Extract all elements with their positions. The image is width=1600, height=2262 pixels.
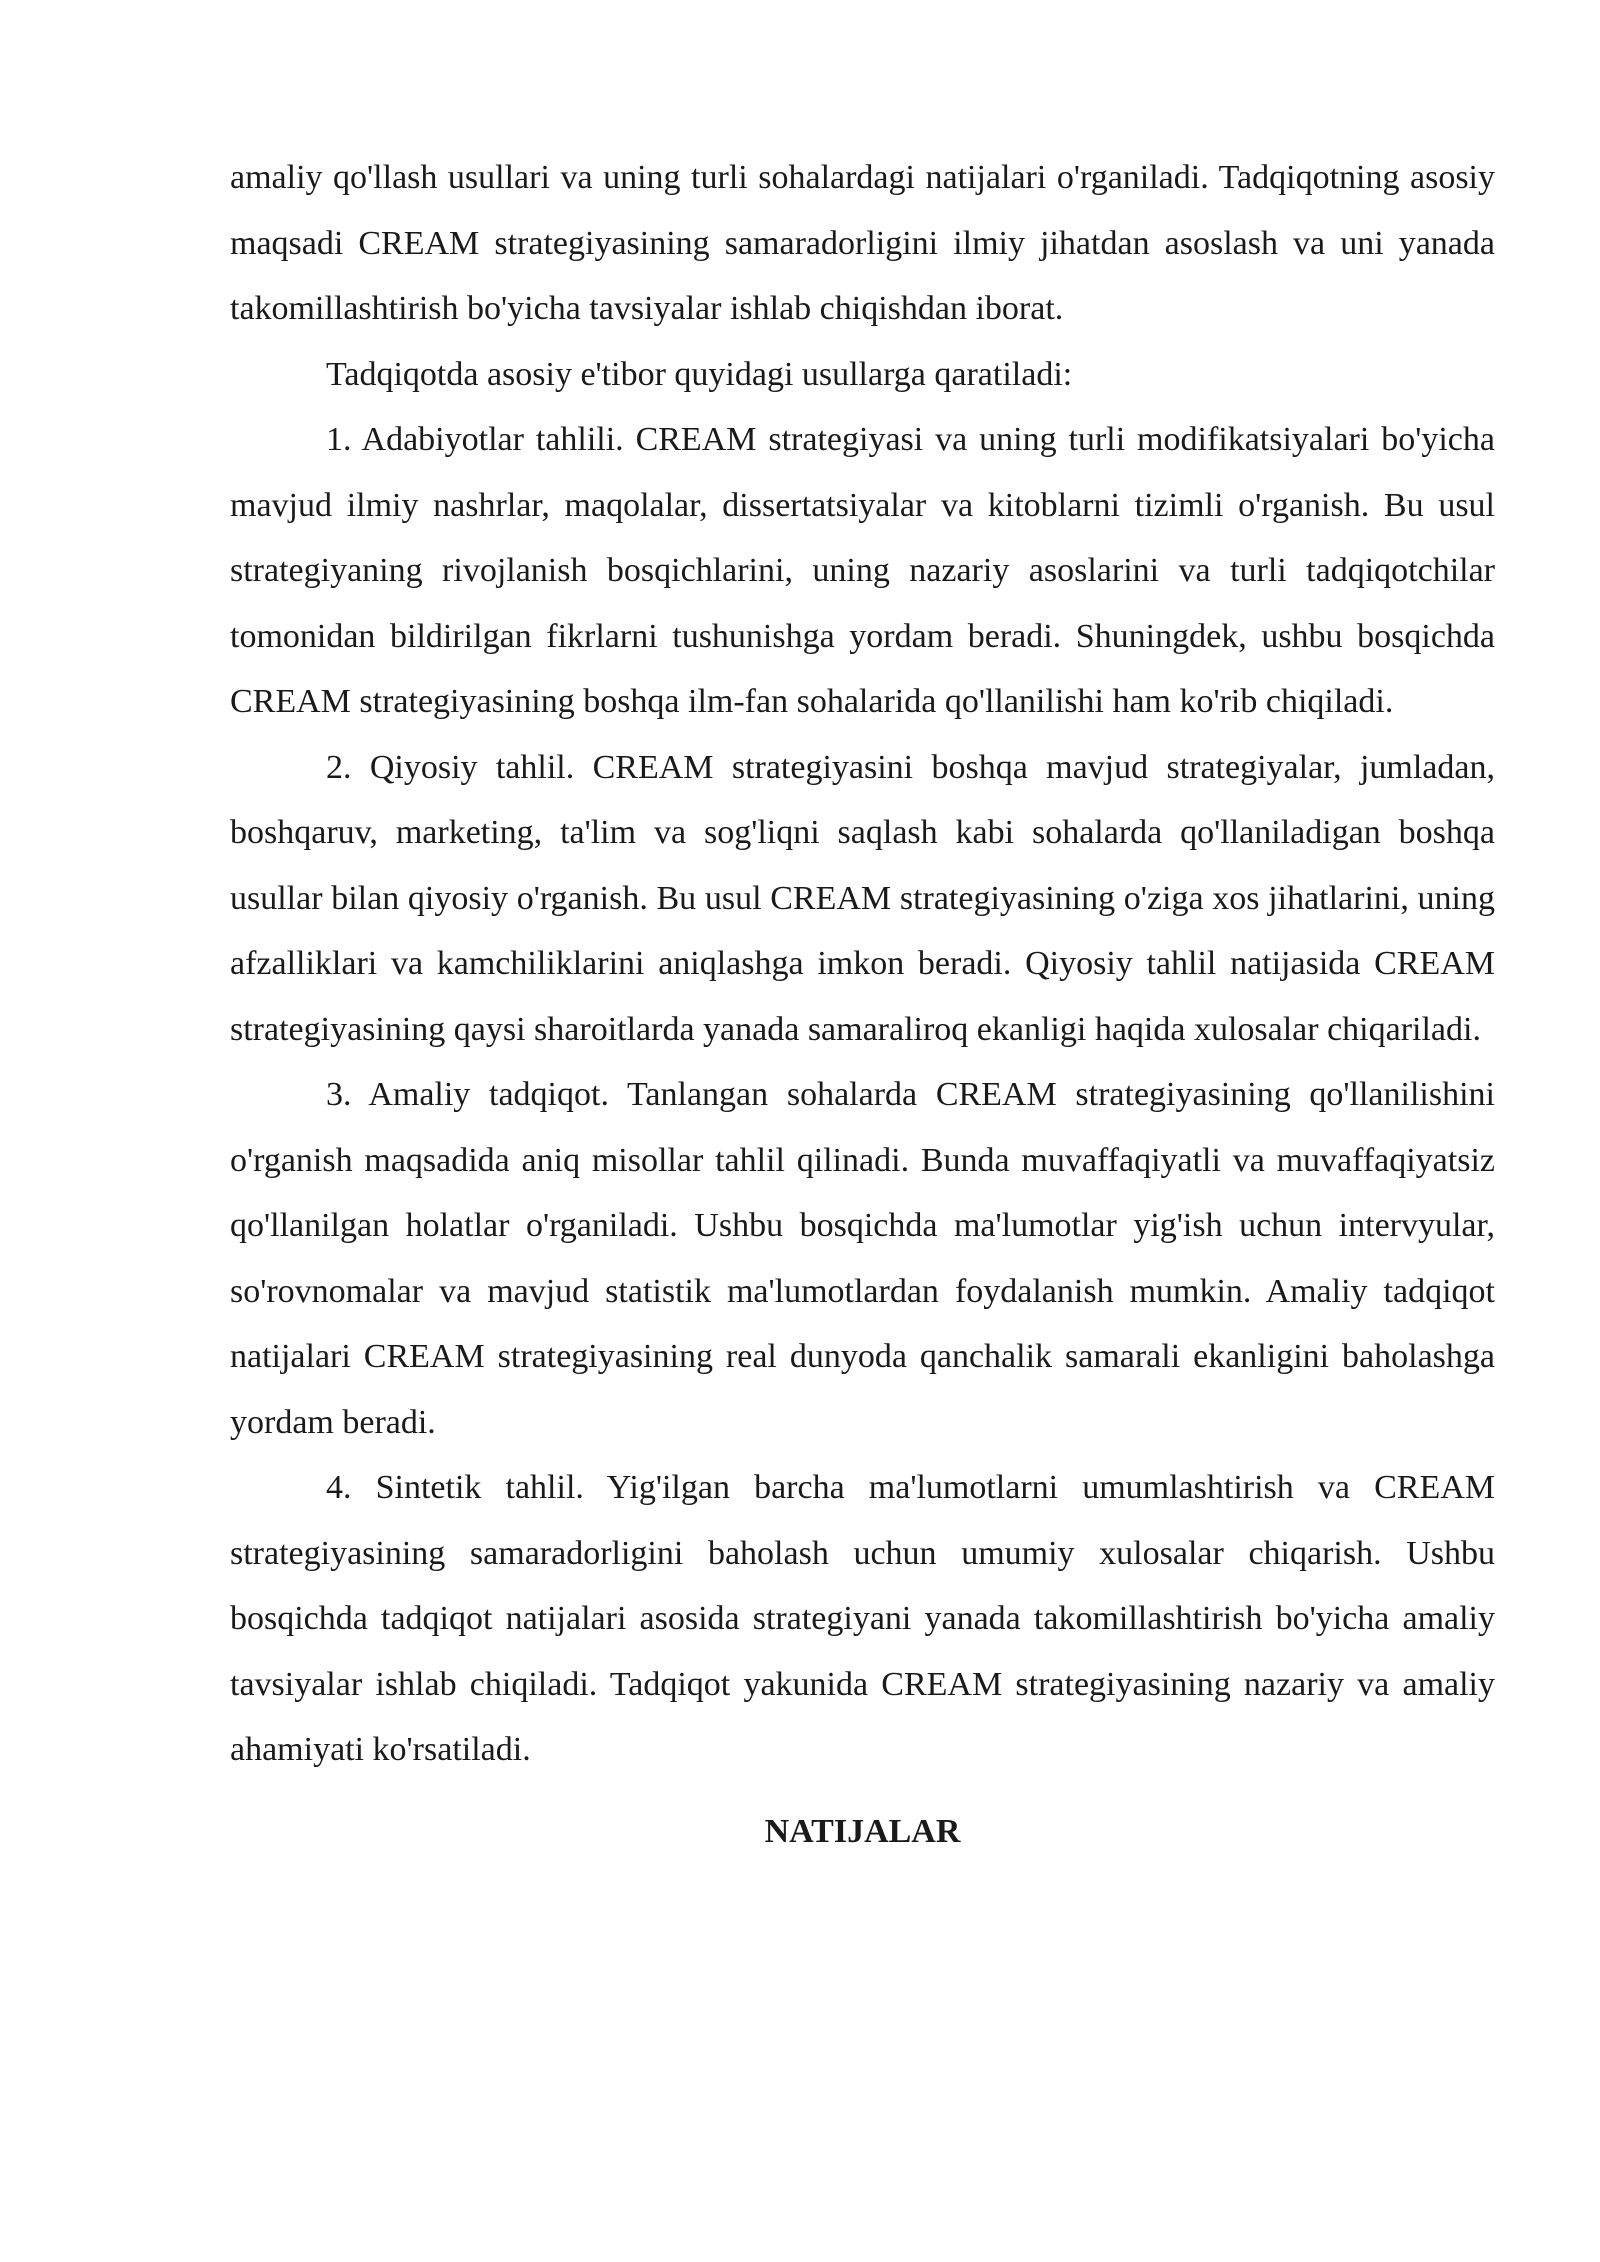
section-heading: NATIJALAR bbox=[764, 1812, 961, 1850]
paragraph-synthetic-analysis: 4. Sintetik tahlil. Yig'ilgan barcha ma'lumotlarni umumlashtirish va CREAM strategiyasining samaradorligini baholash uchun umumiy xulosalar chiqarish. Ushbu bosqichda tadqiqot natijalari asosida strategiyani yanada takomillashtirish bo'yicha amaliy tavsiyalar ishlab chiqiladi. Tadqiqot yakunida CREAM strategiyasining nazariy va amaliy ahamiyati ko'rsatiladi. bbox=[230, 1469, 1495, 1768]
paragraph-continuation: amaliy qo'llash usullari va uning turli sohalardagi natijalari o'rganiladi. Tadqiqotning asosiy maqsadi CREAM strategiyasining samaradorligini ilmiy jihatdan asoslash va uni yanada takomillashtirish bo'yicha tavsiyalar ishlab chiqishdan iborat. bbox=[230, 159, 1495, 327]
paragraph-practical-research: 3. Amaliy tadqiqot. Tanlangan sohalarda CREAM strategiyasining qo'llanilishini o'rganish maqsadida aniq misollar tahlil qilinadi. Bunda muvaffaqiyatli va muvaffaqiyatsiz qo'llanilgan holatlar o'rganiladi. Ushbu bosqichda ma'lumotlar yig'ish uchun intervyular, so'rovnomalar va mavjud statistik ma'lumotlardan foydalanish mumkin. Amaliy tadqiqot natijalari CREAM strategiyasining real dunyoda qanchalik samarali ekanligini baholashga yordam beradi. bbox=[230, 1076, 1495, 1441]
body-text bbox=[230, 145, 1495, 1864]
paragraph-comparative-analysis: 2. Qiyosiy tahlil. CREAM strategiyasini boshqa mavjud strategiyalar, jumladan, boshqaruv, marketing, ta'lim va sog'liqni saqlash kabi sohalarda qo'llaniladigan boshqa usullar bilan qiyosiy o'rganish. Bu usul CREAM strategiyasining o'ziga xos jihatlarini, uning afzalliklari va kamchiliklarini aniqlashga imkon beradi. Qiyosiy tahlil natijasida CREAM strategiyasining qaysi sharoitlarda yanada samaraliroq ekanligi haqida xulosalar chiqariladi. bbox=[230, 748, 1495, 1048]
paragraph-methods-intro: Tadqiqotda asosiy e'tibor quyidagi usullarga qaratiladi: bbox=[326, 355, 1073, 393]
paragraph-literature-analysis: 1. Adabiyotlar tahlili. CREAM strategiyasi va uning turli modifikatsiyalari bo'yicha mavjud ilmiy nashrlar, maqolalar, dissertatsiyalar va kitoblarni tizimli o'rganish. Bu usul strategiyaning rivojlanish bosqichlarini, uning nazariy asoslarini va turli tadqiqotchilar tomonidan bildirilgan fikrlarni tushunishga yordam beradi. Shuningdek, ushbu bosqichda CREAM strategiyasining boshqa ilm-fan sohalarida qo'llanilishi ham ko'rib chiqiladi. bbox=[230, 421, 1495, 720]
